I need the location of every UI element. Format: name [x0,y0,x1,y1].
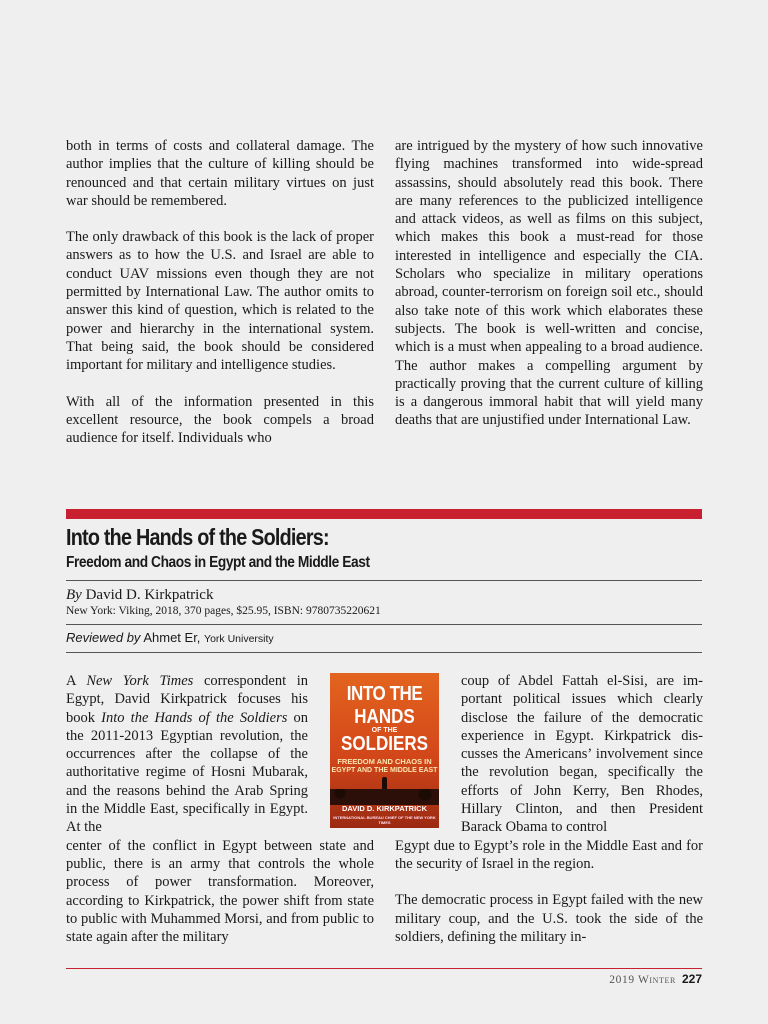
paragraph: The democratic process in Egypt failed with the new military coup, and the U.S. took the side of the soldiers, defining the military in- [395,892,703,945]
paragraph: are intrigued by the mystery of how such innovative flying machines transformed into wide-spread assassins, should absolutely read this book. There are many references to the publicized intelligence and attack videos, as well as films on this subject, which makes this book a must-read for those interested in intelligence and especially the CIA. Scholars who specialize in military operations abroad, counter-terrorism on foreign soil etc., should also take note of this work which elaborates these subjects. The book is well-written and concise, which is a must when appealing to a broad audience. The author makes a compelling argument by practically proving that the current culture of killing is a dangerous immoral habit that will yield many deaths that are unjustified under International Law. [395,138,703,429]
cover-title-line: OF THE [371,727,398,734]
cover-title-line: SOLDIERS [341,733,428,755]
bottom-left-column [66,672,374,946]
divider [66,624,702,625]
reviewed-by-label: Reviewed by [66,630,141,645]
review-title: Into the Hands of the Soldiers: [66,524,329,550]
cover-author: DAVID D. KIRKPATRICK [342,804,427,813]
cover-title-line: HANDS [354,706,415,728]
paragraph [395,672,703,873]
cover-title-line: INTO THE [346,683,423,705]
page-number: 227 [681,972,702,986]
review-subtitle: Freedom and Chaos in Egypt and the Middle East [66,554,370,571]
text-wrap-block: coup of Abdel Fattah el-Sisi, are important political issues which clearly disclose the failure of the democratic experience in Egypt. Kirkpatrick discusses the Americans’ involvement since the revolution began, specifically the efforts of John Kerry, Ben Rhodes, Hillary Clinton, and then President Barack Obama to control [461,673,703,836]
bottom-right-column [395,672,703,946]
paragraph: With all of the information presented in this excellent resource, the book compels a broad audience for itself. Individuals who [66,393,374,447]
book-title-italic: Into the Hands of the Soldiers [101,709,288,726]
divider [66,580,702,581]
paragraph: both in terms of costs and collateral damage. The author implies that the culture of killing should be renounced and that certain military virtues on just war should be remembered. [66,138,374,209]
paragraph [66,672,374,946]
paragraph: The only drawback of this book is the lack of proper answers as to how the U.S. and Israel are able to conduct UAV missions even though they are not permitted by International Law. The author omits to answer this kind of question, which is related to the power and hierarchy in the international system. That being said, the book should be considered important for military and intelligence studies. [66,229,374,374]
reviewer-name: Ahmet Er, [143,630,201,645]
reviewer-line [66,630,274,645]
top-left-column [66,137,374,447]
divider [66,652,702,653]
issue-label: 2019 Winter [609,974,676,986]
byline [66,587,213,604]
text-wrap-block [66,672,308,837]
cover-subtitle-line: FREEDOM AND CHAOS IN [337,757,432,766]
text: A [66,673,76,689]
text: Egypt due to Egypt’s role in the Middle East and for the security of Israel in the region. [395,837,703,872]
page-footer [609,972,702,986]
book-author: David D. Kirkpatrick [85,587,214,603]
footer-rule [66,968,702,969]
top-right-column [395,137,703,430]
reviewer-affiliation: York University [204,633,274,645]
publication-info: New York: Viking, 2018, 370 pages, $25.95, ISBN: 9780735220621 [66,605,381,617]
text: on the 2011-2013 Egyptian revolution, the occurrences after the collapse of the authoritative regime of Hosni Mubarak, and the reasons behind the Arab Spring in the Middle East, specifically in Egypt. At the [66,709,309,836]
cover-tagline: INTERNATIONAL BUREAU CHIEF OF THE NEW YORK TIMES [333,815,436,825]
text: correspondent in Egypt, David Kirkpatrick focuses his book [66,673,309,726]
publication-name: New York Times [86,673,194,689]
text: center of the conflict in Egypt between state and public, there is an army that controls the whole process of power transformation. Moreover, according to Kirkpatrick, the power shift from state to public with Muhammed Morsi, and from public to state again after the military [66,837,374,946]
cover-subtitle-line: EGYPT AND THE MIDDLE EAST [331,767,438,774]
section-divider-bar [66,509,702,519]
by-word: By [66,587,82,603]
